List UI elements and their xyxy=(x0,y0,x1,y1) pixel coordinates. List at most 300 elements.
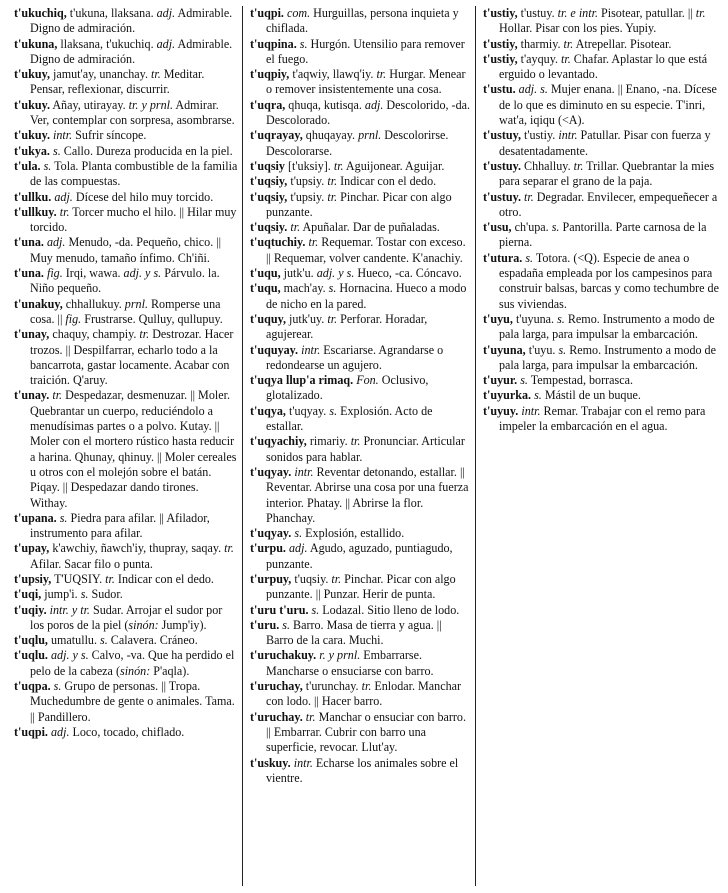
grammar-label: s. xyxy=(328,281,337,296)
headword: t'uqu, xyxy=(250,266,281,281)
definition-text: Sudor. xyxy=(88,587,123,602)
grammar-label: tr. xyxy=(561,51,571,66)
definition-text: Tola. Planta combustible de la familia de las compuestas. xyxy=(30,158,238,189)
headword: t'ustuy. xyxy=(483,158,521,173)
headword: t'uyur. xyxy=(483,373,518,388)
dictionary-entry xyxy=(250,67,471,98)
headword: t'uyu, xyxy=(483,311,513,326)
dictionary-entry xyxy=(14,388,238,510)
headword: t'uqrayay, xyxy=(250,128,303,143)
grammar-label: prnl. xyxy=(124,296,148,311)
definition-text: Totora. (<Q). Especie de anea o espadaña empleada por los campesinos para construir balsas, barcas y como techumbre de sus viviendas. xyxy=(499,250,719,311)
grammar-label: intr. xyxy=(558,128,578,143)
dictionary-entry xyxy=(14,190,238,205)
dictionary-entry xyxy=(483,373,721,388)
definition-text: Tempestad, borrasca. xyxy=(527,373,633,388)
definition-text: chhallukuy. xyxy=(62,296,125,311)
headword: t'uqpina. xyxy=(250,36,297,51)
grammar-label: tr. xyxy=(563,36,574,51)
definition-text: Loco, tocado, chiflado. xyxy=(69,724,185,739)
headword: t'uqlu, xyxy=(14,633,48,648)
definition-text: t'uyuna. xyxy=(512,311,558,326)
grammar-label: adj. xyxy=(50,724,70,739)
headword: t'uqyachiy, xyxy=(250,434,307,449)
definition-text: ch'upa. xyxy=(511,220,552,235)
definition-text: t'uqsiy. xyxy=(291,571,332,586)
grammar-label: adj. xyxy=(46,235,66,250)
definition-text: Menudo, -da. Pequeño, chico. || Muy menudo, tamaño ínfimo. Ch'iñi. xyxy=(30,235,222,265)
headword: t'uqsiy. xyxy=(250,220,288,235)
dictionary-entry xyxy=(250,235,471,266)
definition-text: Jump'iy). xyxy=(158,617,207,632)
definition-text: Apuñalar. Dar de puñaladas. xyxy=(300,220,440,235)
dictionary-entry xyxy=(14,603,238,634)
dictionary-entry xyxy=(483,52,721,83)
definition-text: Torcer mucho el hilo. || Hilar muy torcido. xyxy=(30,204,237,235)
grammar-label: adj. xyxy=(156,6,176,20)
definition-text: chaquy, champiy. xyxy=(49,327,140,342)
grammar-label: tr. xyxy=(308,235,319,250)
dictionary-entry xyxy=(14,725,238,740)
grammar-label: tr. xyxy=(290,220,301,235)
definition-text: Degradar. Envilecer, empequeñecer a otro. xyxy=(499,189,718,219)
headword: t'uru t'uru. xyxy=(250,602,309,617)
grammar-label: s. xyxy=(520,373,528,388)
definition-text: t'aqwiy, llawq'iy. xyxy=(289,67,377,82)
dictionary-entry xyxy=(250,756,471,787)
dictionary-entry xyxy=(250,603,471,618)
definition-text: t'upsiy. xyxy=(287,174,328,189)
definition-text: Pronunciar. Articular sonidos para hablar. xyxy=(266,434,465,464)
definition-text: jamut'ay, unanchay. xyxy=(49,67,151,82)
headword: t'uqya, xyxy=(250,403,286,418)
definition-text: t'ukuna, llaksana. xyxy=(66,6,157,20)
dictionary-entry xyxy=(483,388,721,403)
dictionary-entry xyxy=(14,297,238,328)
definition-text: Embarrarse. Mancharse o ensuciarse con barro. xyxy=(266,648,434,678)
definition-text: Admirable. Digno de admiración. xyxy=(30,6,233,36)
dictionary-entry xyxy=(14,205,238,236)
headword: t'ustiy, xyxy=(483,36,518,51)
dictionary-entry xyxy=(14,327,238,388)
headword: t'uyurka. xyxy=(483,388,532,403)
headword: t'urpu. xyxy=(250,541,286,556)
definition-text: Pinchar. Picar con algo punzante. || Punzar. Herir de punta. xyxy=(266,571,456,602)
dictionary-entry xyxy=(250,281,471,312)
grammar-label: s. xyxy=(43,158,52,173)
grammar-label: fig. xyxy=(65,311,82,326)
headword: t'una. xyxy=(14,235,44,250)
dictionary-entry xyxy=(14,128,238,143)
headword: t'ustu. xyxy=(483,82,516,97)
grammar-label: tr. xyxy=(305,709,316,724)
grammar-label: r. y prnl. xyxy=(319,648,361,663)
headword: t'ullkuy. xyxy=(14,204,57,219)
headword: t'unay, xyxy=(14,327,50,342)
definition-text: t'upsiy. xyxy=(287,189,328,204)
headword: t'upana. xyxy=(14,510,57,525)
grammar-label: Fon. xyxy=(356,373,379,388)
dictionary-entry xyxy=(250,266,471,281)
definition-text: Grupo de personas. || Tropa. Muchedumbre de gente o animales. Tama. || Pandillero. xyxy=(30,679,235,724)
grammar-label: tr. xyxy=(350,434,361,449)
grammar-label: s. xyxy=(100,633,108,648)
definition-text: Hurgar. Menear o remover insistentemente una cosa. xyxy=(266,67,466,97)
headword: t'uqi, xyxy=(14,587,42,602)
grammar-label: intr. y tr. xyxy=(49,602,90,617)
headword: t'usu, xyxy=(483,220,512,235)
definition-text: Escariarse. Agrandarse o redondearse un agujero. xyxy=(266,342,444,372)
definition-text: P'aqla). xyxy=(150,663,190,678)
headword: t'utura. xyxy=(483,250,523,265)
grammar-label: adj. xyxy=(364,97,384,112)
dictionary-entry xyxy=(14,159,238,190)
headword: t'uqra, xyxy=(250,97,286,112)
headword: t'uyuy. xyxy=(483,403,519,418)
grammar-label: prnl. xyxy=(358,128,382,143)
dictionary-entry xyxy=(250,648,471,679)
headword: t'ustiy, xyxy=(483,51,518,66)
headword: t'uruchay, xyxy=(250,679,303,694)
dictionary-entry xyxy=(14,541,238,572)
definition-text: Hueco, -ca. Cóncavo. xyxy=(354,266,462,281)
definition-text: jutk'u. xyxy=(280,266,317,281)
dictionary-entry xyxy=(483,312,721,343)
dictionary-entry xyxy=(250,541,471,572)
definition-text: Chafar. Aplastar lo que está erguido o levantado. xyxy=(499,51,708,82)
headword: t'uqtuchiy. xyxy=(250,235,306,250)
dictionary-entry xyxy=(14,98,238,129)
dictionary-entry xyxy=(250,37,471,68)
grammar-label: sinón: xyxy=(119,663,151,678)
headword: t'uqlu. xyxy=(14,648,48,663)
grammar-label: s. xyxy=(557,311,565,326)
grammar-label: tr. xyxy=(573,158,584,173)
headword: t'ustuy. xyxy=(483,189,521,204)
definition-text: Indicar con el dedo. xyxy=(114,571,214,586)
definition-text: Remo. Instrumento a modo de pala larga, para impulsar la embarcación. xyxy=(499,342,716,372)
definition-text: Lodazal. Sitio lleno de lodo. xyxy=(319,602,460,617)
grammar-label: tr. xyxy=(59,204,70,219)
definition-text: Calvo, -va. Que ha perdido el pelo de la cabeza ( xyxy=(30,648,235,678)
dictionary-entry xyxy=(250,190,471,221)
grammar-label: adj. s. xyxy=(518,82,548,97)
grammar-label: tr. xyxy=(376,67,387,82)
grammar-label: intr. xyxy=(294,464,314,479)
definition-text: t'ayquy. xyxy=(517,51,562,66)
definition-text: rimariy. xyxy=(306,434,351,449)
dictionary-entry xyxy=(250,174,471,189)
grammar-label: s. xyxy=(311,602,320,617)
dictionary-entry xyxy=(250,465,471,526)
definition-text: Pantorilla. Parte carnosa de la pierna. xyxy=(499,220,707,250)
definition-text: Explosión. Acto de estallar. xyxy=(266,403,433,434)
dictionary-entry xyxy=(483,404,721,435)
definition-text: Calavera. Cráneo. xyxy=(107,633,198,648)
grammar-label: s. xyxy=(282,617,290,632)
definition-text: Patullar. Pisar con fuerza y desatentadamente. xyxy=(499,128,711,158)
definition-text: tharmiy. xyxy=(517,36,564,51)
definition-text: Explosión, estallido. xyxy=(302,526,405,541)
definition-text: [t'uksiy]. xyxy=(284,158,334,173)
headword: t'ukuy. xyxy=(14,97,50,112)
definition-text: Añay, utirayay. xyxy=(49,97,129,112)
definition-text: llaksana, t'ukuchiq. xyxy=(57,36,157,51)
grammar-label: s. xyxy=(294,526,303,541)
headword: t'uruchakuy. xyxy=(250,648,317,663)
definition-text: Barro. Masa de tierra y agua. || Barro de la cara. Muchi. xyxy=(266,617,442,648)
definition-text: Hurguillas, persona inquieta y chiflada. xyxy=(266,6,459,36)
definition-text: Despedazar, desmenuzar. || Moler. Quebrantar un cuerpo, reduciéndolo a menudísimas partes o a polvo. Kutay. || Moler con el mortero rústico hasta reducir a harina. Qhunay, qhinuy. || Moler cereales u otros con el molejón sobre el batán. Piqay. || Despedazar dando tirones. Withay. xyxy=(30,388,237,510)
headword: t'uqpi. xyxy=(14,724,48,739)
definition-text: Sufrir síncope. xyxy=(72,128,147,143)
dictionary-entry xyxy=(250,434,471,465)
definition-text: Hurgón. Utensilio para remover el fuego. xyxy=(266,36,465,66)
dictionary-entry xyxy=(14,511,238,542)
dictionary-entry xyxy=(14,67,238,98)
dictionary-entry xyxy=(14,235,238,266)
grammar-label: s. xyxy=(53,679,62,694)
dictionary-entry xyxy=(250,373,471,404)
definition-text: Irqi, wawa. xyxy=(62,266,124,281)
definition-text: Pisotear, patullar. || xyxy=(597,6,696,20)
grammar-label: adj. y s. xyxy=(316,266,355,281)
grammar-label: tr. xyxy=(695,6,706,20)
definition-text: jump'i. xyxy=(41,587,81,602)
definition-text: Romperse una cosa. || xyxy=(30,296,221,326)
headword: t'ukuy, xyxy=(14,67,50,82)
dictionary-entry xyxy=(14,266,238,297)
grammar-label: tr. e intr. xyxy=(557,6,598,20)
definition-text: Mujer enana. || Enano, -na. Dícese de lo que es diminuto en su especie. T'inri, wat'a, iqiqu (<A). xyxy=(499,82,717,128)
dictionary-entry xyxy=(250,526,471,541)
definition-text: T'UQSIY. xyxy=(51,571,106,586)
dictionary-entry xyxy=(250,572,471,603)
definition-text: t'ustiy. xyxy=(520,128,559,143)
definition-text: Descolorirse. Descolorarse. xyxy=(266,128,449,158)
definition-text: Descolorido, -da. Descolorado. xyxy=(266,97,471,128)
grammar-label: tr. y prnl. xyxy=(128,97,174,112)
dictionary-entry xyxy=(14,572,238,587)
grammar-label: tr. xyxy=(333,158,344,173)
definition-text: Echarse los animales sobre el vientre. xyxy=(266,755,459,785)
definition-text: Reventar detonando, estallar. || Reventar. Abrirse una cosa por una fuerza interior. Phatay. || Abrirse la flor. Phanchay. xyxy=(266,464,469,525)
headword: t'uqyay. xyxy=(250,526,292,541)
dictionary-entry xyxy=(250,220,471,235)
definition-text: Mástil de un buque. xyxy=(541,388,641,403)
headword: t'ustiy, xyxy=(483,6,518,20)
definition-text: Párvulo. la. Niño pequeño. xyxy=(30,266,220,296)
definition-text: Remar. Trabajar con el remo para impeler la embarcación en el agua. xyxy=(499,403,706,434)
definition-text: mach'ay. xyxy=(280,281,329,296)
dictionary-entry xyxy=(14,6,238,37)
definition-text: Agudo, aguzado, puntiagudo, punzante. xyxy=(266,541,453,571)
grammar-label: com. xyxy=(286,6,311,20)
grammar-label: tr. xyxy=(331,571,342,586)
definition-text: Enlodar. Manchar con lodo. || Hacer barro. xyxy=(266,679,462,709)
headword: t'uru. xyxy=(250,617,280,632)
dictionary-entry xyxy=(250,710,471,756)
headword: t'uqyay. xyxy=(250,464,292,479)
definition-text: t'ustuy. xyxy=(517,6,558,20)
headword: t'uqsiy xyxy=(250,158,285,173)
dictionary-entry xyxy=(483,37,721,52)
dictionary-entry xyxy=(483,159,721,190)
dictionary-entry xyxy=(14,633,238,648)
dictionary-entry xyxy=(14,648,238,679)
grammar-label: intr. xyxy=(301,342,321,357)
grammar-label: tr. xyxy=(327,311,338,326)
definition-text: Hornacina. Hueco a modo de nicho en la pared. xyxy=(266,281,467,311)
column-2 xyxy=(242,6,475,886)
grammar-label: adj. y s. xyxy=(50,648,89,663)
definition-text: Chhalluy. xyxy=(520,158,574,173)
grammar-label: s. xyxy=(329,403,338,418)
definition-text: Remo. Instrumento a modo de pala larga, para impulsar la embarcación. xyxy=(499,311,715,342)
headword: t'ukuchiq, xyxy=(14,6,67,20)
definition-text: Admirar. Ver, contemplar con sorpresa, asombrarse. xyxy=(30,97,235,128)
grammar-label: s. xyxy=(534,388,542,403)
headword: t'ullku. xyxy=(14,189,52,204)
dictionary-entry xyxy=(14,679,238,725)
grammar-label: intr. xyxy=(293,755,313,770)
dictionary-entry xyxy=(250,128,471,159)
grammar-label: s. xyxy=(551,220,560,235)
grammar-label: tr. xyxy=(224,541,234,556)
headword: t'uquy, xyxy=(250,311,286,326)
grammar-label: tr. xyxy=(361,679,372,694)
headword: t'upsiy, xyxy=(14,571,52,586)
definition-text: t'urunchay. xyxy=(302,679,362,694)
grammar-label: tr. xyxy=(524,189,534,204)
grammar-label: intr. xyxy=(53,128,73,143)
headword: t'uruchay. xyxy=(250,709,303,724)
dictionary-entry xyxy=(250,159,471,174)
headword: t'uqu, xyxy=(250,281,281,296)
definition-text: Admirable. Digno de admiración. xyxy=(30,36,233,66)
grammar-label: adj. y s. xyxy=(123,266,162,281)
definition-text: Requemar. Tostar con exceso. || Requemar, volver candente. K'anachiy. xyxy=(266,235,466,265)
dictionary-entry xyxy=(14,37,238,68)
definition-text: Sudar. Arrojar el sudor por los poros de la piel ( xyxy=(30,602,223,632)
dictionary-entry xyxy=(250,618,471,649)
grammar-label: s. xyxy=(59,510,68,525)
headword: t'uyuna, xyxy=(483,342,526,357)
definition-text: Frustrarse. Qulluy, qullupuy. xyxy=(81,311,223,326)
headword: t'uqpi. xyxy=(250,6,284,20)
dictionary-entry xyxy=(14,144,238,159)
column-3 xyxy=(475,6,721,886)
grammar-label: adj. xyxy=(54,189,73,204)
definition-text: Manchar o ensuciar con barro. || Embarrar. Cubrir con barro una superficie, revocar. Llut'ay. xyxy=(266,709,466,755)
dictionary-entry xyxy=(250,98,471,129)
headword: t'uqiy. xyxy=(14,602,47,617)
definition-text: Aguijonear. Aguijar. xyxy=(343,158,445,173)
headword: t'uqya llup'a rimaq. xyxy=(250,373,354,388)
grammar-label: tr. xyxy=(327,174,338,189)
headword: t'ukuna, xyxy=(14,36,58,51)
definition-text: Meditar. Pensar, reflexionar, discurrir. xyxy=(30,67,205,97)
grammar-label: tr. xyxy=(327,189,338,204)
headword: t'urpuy, xyxy=(250,571,292,586)
headword: t'uqpiy, xyxy=(250,67,290,82)
definition-text: Indicar con el dedo. xyxy=(337,174,437,189)
grammar-label: tr. xyxy=(105,571,115,586)
dictionary-entry xyxy=(483,190,721,221)
headword: t'uqsiy, xyxy=(250,189,288,204)
grammar-label: adj. xyxy=(156,36,176,51)
dictionary-entry xyxy=(250,312,471,343)
grammar-label: intr. xyxy=(521,403,541,418)
definition-text: Atrepellar. Pisotear. xyxy=(573,36,672,51)
grammar-label: tr. xyxy=(151,67,161,82)
dictionary-entry xyxy=(483,220,721,251)
grammar-label: s. xyxy=(53,143,61,158)
headword: t'ukya. xyxy=(14,143,50,158)
definition-text: Perforar. Horadar, agujerear. xyxy=(266,311,428,342)
headword: t'ustuy, xyxy=(483,128,521,143)
grammar-label: sinón: xyxy=(128,617,159,632)
definition-text: t'uyu. xyxy=(525,342,559,357)
definition-text: Afilar. Sacar filo o punta. xyxy=(30,556,153,571)
definition-text: Destrozar. Hacer trozos. || Despilfarrar, echarlo todo a la bancarrota, gastar locamente. Acabar con traición. Q'aruy. xyxy=(30,327,234,388)
definition-text: t'uqyay. xyxy=(285,403,330,418)
headword: t'uqsiy, xyxy=(250,174,288,189)
dictionary-entry xyxy=(483,343,721,374)
column-1 xyxy=(14,6,242,740)
definition-text: Trillar. Quebrantar la mies para separar el grano de la paja. xyxy=(499,158,715,189)
dictionary-entry xyxy=(14,587,238,602)
definition-text: Callo. Dureza producida en la piel. xyxy=(60,143,233,158)
definition-text: Piedra para afilar. || Afilador, instrumento para afilar. xyxy=(30,510,210,541)
dictionary-entry xyxy=(250,343,471,374)
headword: t'uqpa. xyxy=(14,679,51,694)
dictionary-entry xyxy=(483,6,721,37)
definition-text: k'awchiy, ñawch'iy, thupray, saqay. xyxy=(49,541,225,556)
dictionary-entry xyxy=(250,6,471,37)
dictionary-entry xyxy=(483,251,721,312)
grammar-label: fig. xyxy=(46,266,63,281)
grammar-label: s. xyxy=(558,342,567,357)
headword: t'unakuy, xyxy=(14,296,63,311)
grammar-label: adj. xyxy=(289,541,308,556)
dictionary-entry xyxy=(250,679,471,710)
grammar-label: s. xyxy=(299,36,308,51)
grammar-label: tr. xyxy=(139,327,150,342)
definition-text: jutk'uy. xyxy=(285,311,328,326)
grammar-label: tr. xyxy=(52,388,63,403)
headword: t'uskuy. xyxy=(250,755,291,770)
headword: t'ukuy. xyxy=(14,128,50,143)
definition-text: umatullu. xyxy=(47,633,101,648)
definition-text: Pinchar. Picar con algo punzante. xyxy=(266,189,452,219)
headword: t'una. xyxy=(14,266,44,281)
dictionary-entry xyxy=(483,128,721,159)
grammar-label: s. xyxy=(525,250,534,265)
definition-text: Dícese del hilo muy torcido. xyxy=(72,189,214,204)
definition-text: Hollar. Pisar con los pies. Yupiy. xyxy=(499,21,657,36)
headword: t'upay, xyxy=(14,541,50,556)
dictionary-entry xyxy=(483,82,721,128)
definition-text: qhuqayay. xyxy=(302,128,359,143)
headword: t'ula. xyxy=(14,158,41,173)
definition-text: Oclusivo, glotalizado. xyxy=(266,373,429,403)
headword: t'unay. xyxy=(14,388,50,403)
headword: t'uquyay. xyxy=(250,342,299,357)
dictionary-entry xyxy=(250,404,471,435)
definition-text: qhuqa, kutisqa. xyxy=(285,97,365,112)
grammar-label: s. xyxy=(80,587,89,602)
